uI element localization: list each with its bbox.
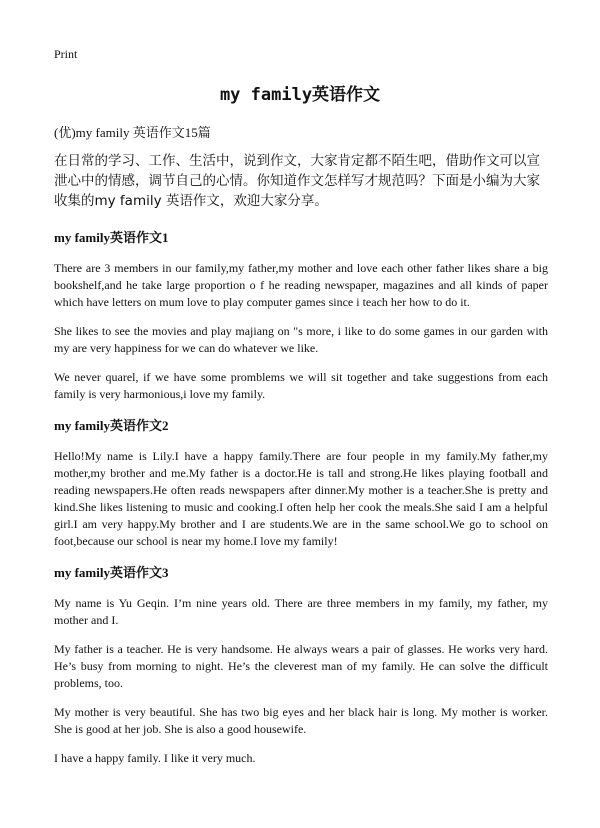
essay-paragraph: My name is Yu Geqin. I’m nine years old. There are three members in my family, my father, my mother and I.: [54, 596, 548, 627]
page-title: my family英语作文: [219, 85, 381, 105]
essay-paragraph: Hello!My name is Lily.I have a happy family.There are four people in my family.My father,my mother,my brother and me.My father is a doctor.He is tall and strong.He likes playing football and reading newspapers.He often reads newspapers after dinner.My mother is a teacher.She is pretty and kind.She likes listening to music and cooking.I often help her cook the meals.She said I am a helpful girl.I am very happy.My brother and I are students.We are in the same school.We go to school on foot,because our school is near my home.I love my family!: [54, 449, 548, 548]
essay-heading: my family英语作文1: [54, 230, 169, 245]
essay-paragraph: My father is a teacher. He is very handsome. He always wears a pair of glasses. He works very hard. He’s busy from morning to night. He’s the cleverest man of my family. He can solve the difficult problems, too.: [54, 642, 548, 690]
essay-section-3: [54, 562, 548, 767]
essay-paragraph: We never quarel, if we have some promblems we will sit together and take suggestions from each family is very harmonious,i love my family.: [54, 370, 548, 401]
essay-paragraph: There are 3 members in our family,my father,my mother and love each other father likes share a big bookshelf,and he take large proportion o f he reading newspaper, magazines and all kinds of paper which have letters on mum love to play computer games since i teach her how to do it.: [54, 261, 548, 309]
essay-paragraph: I have a happy family. I like it very much.: [54, 751, 256, 765]
essay-section-1: [54, 227, 548, 403]
document-body: [54, 122, 548, 779]
essay-paragraph: She likes to see the movies and play majiang on "s more, i like to do some games in our garden with my are very happiness for we can do whatever we like.: [54, 324, 548, 355]
essay-heading: my family英语作文2: [54, 418, 169, 433]
essay-paragraph: My mother is very beautiful. She has two big eyes and her black hair is long. My mother is worker. She is good at her job. She is also a good housewife.: [54, 705, 548, 736]
document-subtitle: (优)my family 英语作文15篇: [54, 125, 211, 140]
essay-heading: my family英语作文3: [54, 565, 169, 580]
essay-section-2: [54, 415, 548, 550]
print-label: Print: [54, 47, 78, 61]
intro-paragraph: 在日常的学习、工作、生活中，说到作文，大家肯定都不陌生吧，借助作文可以宣泄心中的情感，调节自己的心情。你知道作文怎样写才规范吗？下面是小编为大家收集的my family 英语作文，欢迎大家分享。: [54, 153, 540, 209]
